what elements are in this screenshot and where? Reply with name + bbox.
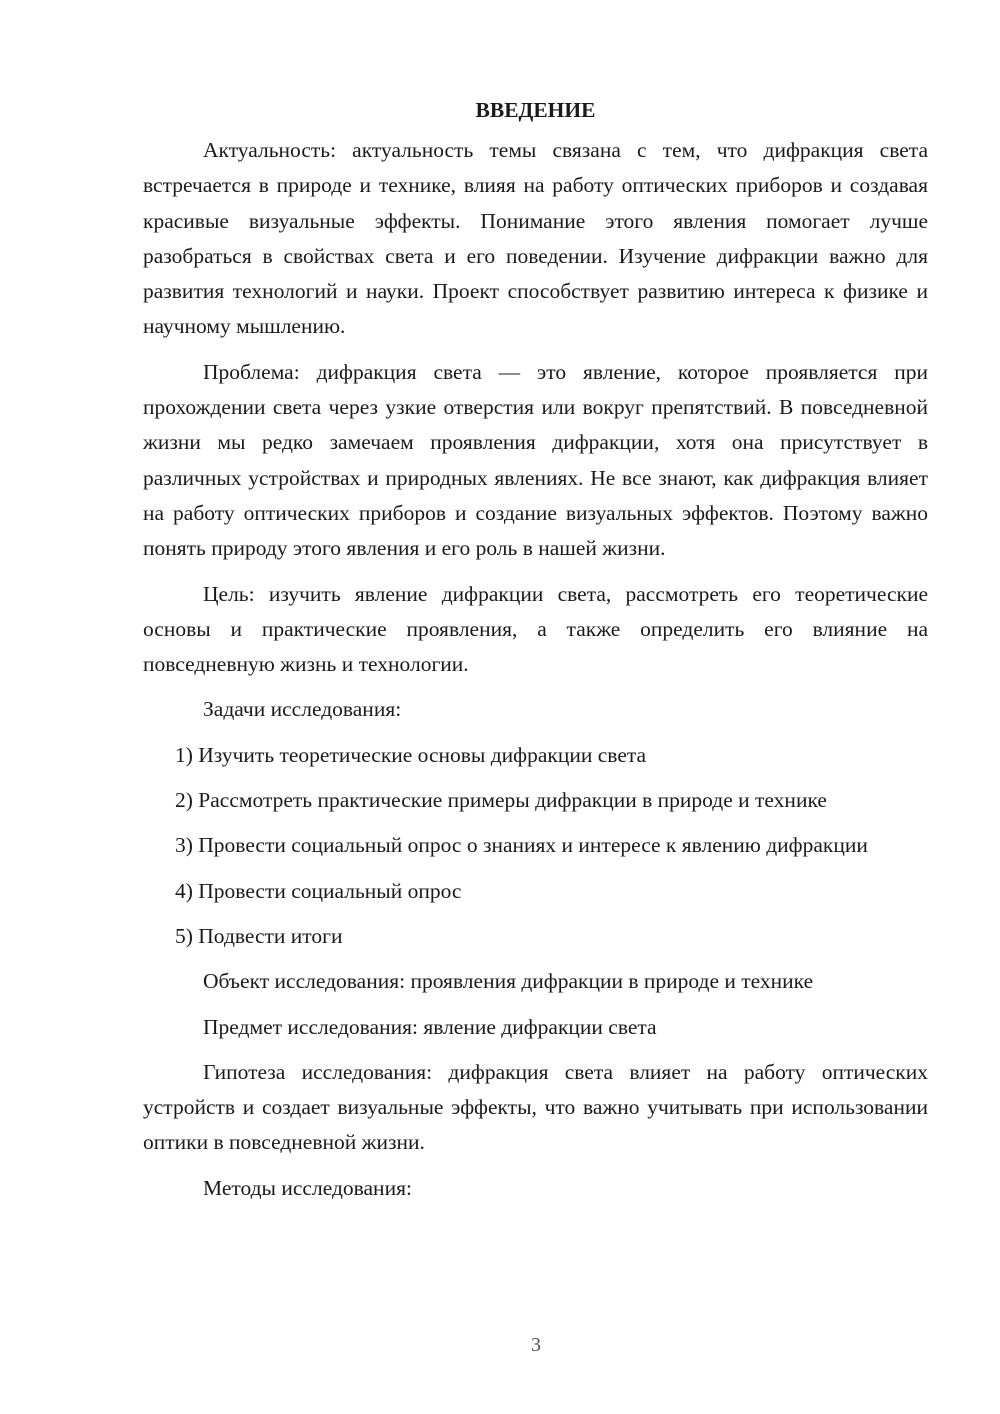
- task-item-3: 3) Провести социальный опрос о знаниях и интересе к явлению дифракции: [175, 833, 868, 858]
- paragraph-problem: Проблема: дифракция света — это явление, которое проявляется при прохождении света через узкие отверстия или вокруг препятствий. В повседневной жизни мы редко замечаем проявления дифракции, хотя она присутствует в различных устройствах и природных явлениях. Не все знают, как дифракция влияет на работу оптических приборов и создание визуальных эффектов. Поэтому важно понять природу этого явления и его роль в нашей жизни.: [143, 359, 928, 561]
- paragraph-subject: Предмет исследования: явление дифракции света: [203, 1014, 657, 1039]
- paragraph-object: Объект исследования: проявления дифракции в природе и технике: [203, 969, 814, 994]
- paragraph-methods: Методы исследования:: [203, 1175, 412, 1200]
- task-item-4: 4) Провести социальный опрос: [175, 878, 462, 903]
- paragraph-hypothesis: Гипотеза исследования: дифракция света влияет на работу оптических устройств и создает визуальные эффекты, что важно учитывать при использовании оптики в повседневной жизни.: [143, 1059, 928, 1155]
- paragraph-goal: Цель: изучить явление дифракции света, рассмотреть его теоретические основы и практические проявления, а также определить его влияние на повседневную жизнь и технологии.: [143, 581, 928, 677]
- task-item-2: 2) Рассмотреть практические примеры дифракции в природе и технике: [175, 788, 827, 813]
- page-number: 3: [531, 1334, 541, 1356]
- paragraph-tasks-heading: Задачи исследования:: [203, 697, 402, 722]
- task-item-1: 1) Изучить теоретические основы дифракции света: [175, 742, 647, 767]
- paragraph-relevance: Актуальность: актуальность темы связана с тем, что дифракция света встречается в природе и технике, влияя на работу оптических приборов и создавая красивые визуальные эффекты. Понимание этого явления помогает лучше разобраться в свойствах света и его поведении. Изучение дифракции важно для развития технологий и науки. Проект способствует развитию интереса к физике и научному мышлению.: [143, 138, 928, 339]
- task-item-5: 5) Подвести итоги: [175, 923, 343, 948]
- section-title: ВВЕДЕНИЕ: [475, 98, 596, 122]
- document-page: [143, 92, 928, 1216]
